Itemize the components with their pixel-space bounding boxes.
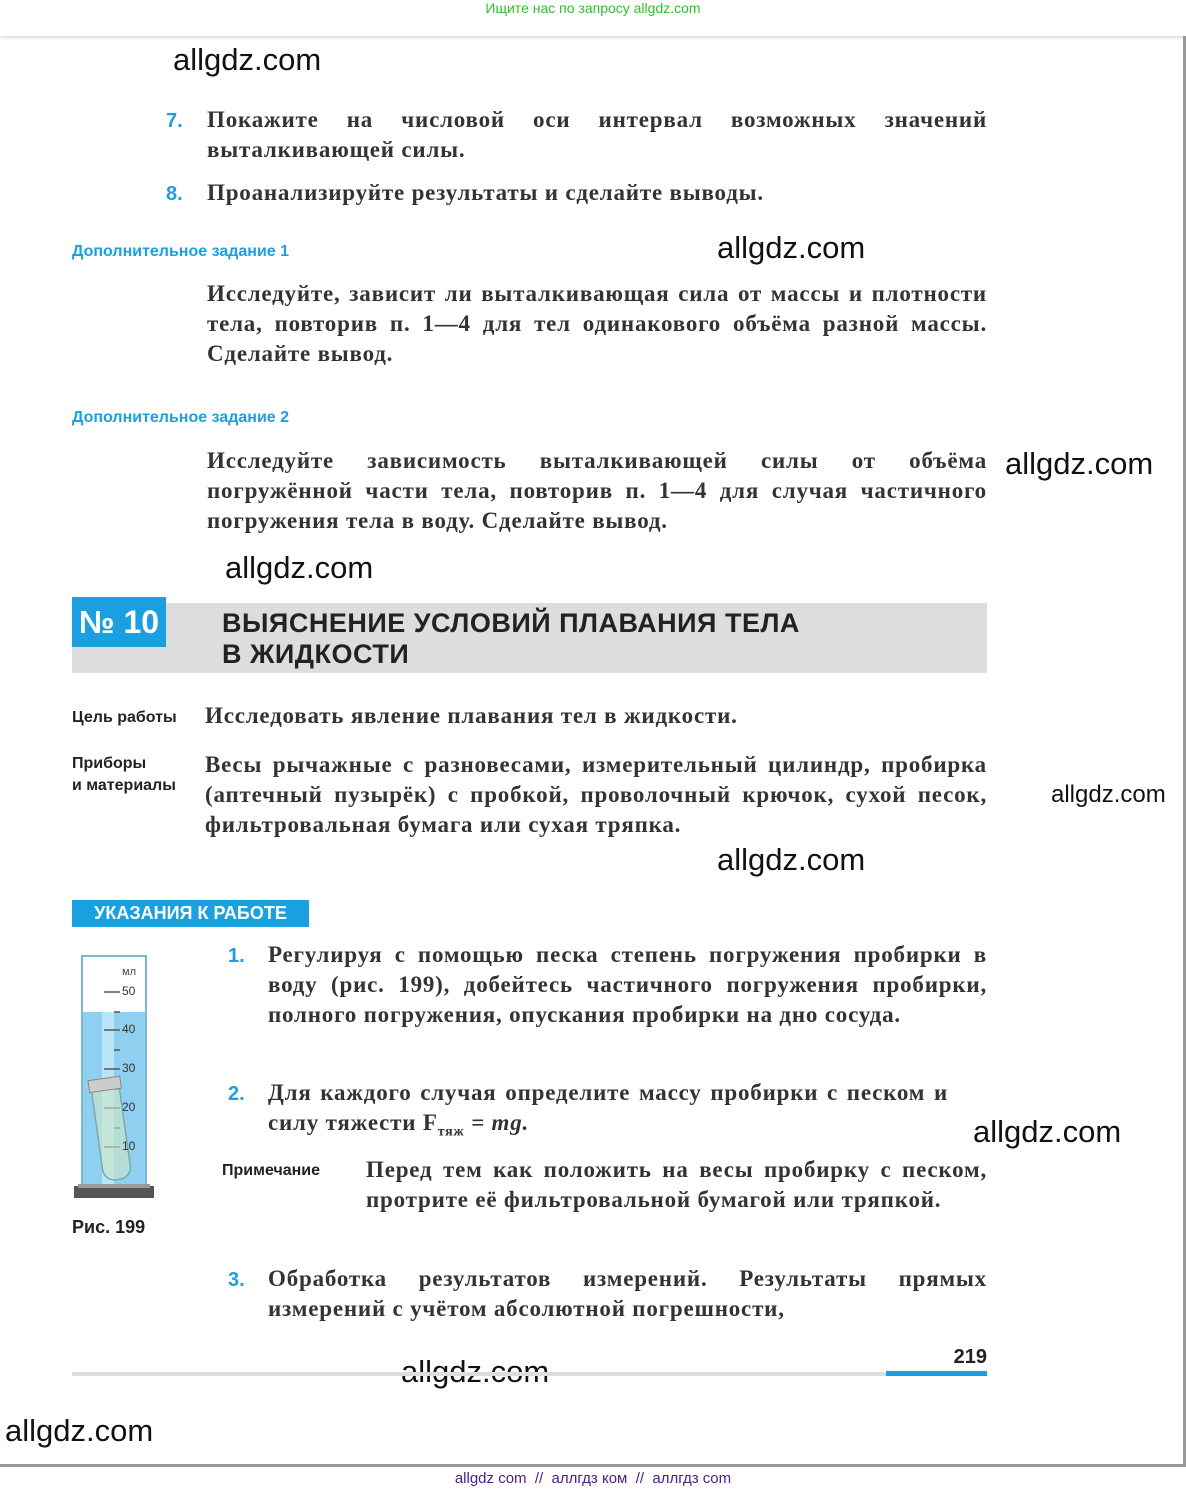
watermark: allgdz.com: [717, 842, 866, 877]
step-text: Регулируя с помощью песка степень погружения пробирки в воду (рис. 199), добейтесь частичного погружения пробирки, полного погружения, опускания пробирки на дно сосуда.: [268, 942, 987, 1027]
section-title: [222, 608, 800, 670]
tick-label: 20: [122, 1100, 136, 1114]
figure-caption: Рис. 199: [72, 1217, 146, 1237]
materials-label-line: и материалы: [72, 777, 176, 794]
extra-task-2-title: Дополнительное задание 2: [72, 409, 290, 426]
watermark: allgdz.com: [5, 1413, 154, 1448]
goal-text: Исследовать явление плавания тел в жидкости.: [205, 703, 738, 728]
formula-subscript: тяж: [437, 1124, 465, 1140]
section-title-line: ВЫЯСНЕНИЕ УСЛОВИЙ ПЛАВАНИЯ ТЕЛА: [222, 608, 800, 638]
step-number: 1.: [228, 945, 245, 967]
tick-label: 10: [122, 1139, 136, 1153]
extra-task-1-text: Исследуйте, зависит ли выталкивающая сила от массы и плотности тела, повторив п. 1—4 для тел одинакового объёма разной массы. Сделайте вывод.: [207, 281, 987, 366]
watermark: allgdz.com: [225, 550, 374, 585]
extra-task-1-title: Дополнительное задание 1: [72, 243, 290, 260]
tick-label: 30: [122, 1061, 136, 1075]
item-text: Проанализируйте результаты и сделайте выводы.: [207, 180, 764, 205]
note-text: Перед тем как положить на весы пробирку с песком, протрите её фильтровальной бумагой или тряпкой.: [366, 1157, 987, 1212]
footer-links[interactable]: allgdz com // аллгдз ком // аллгдз com: [454, 1470, 732, 1487]
section-number-badge: № 10: [72, 597, 166, 647]
unit-label: мл: [122, 966, 136, 978]
step-text-main: Для каждого случая определите массу пробирки с песком и силу тяжести F: [268, 1080, 948, 1135]
goal-label: Цель работы: [72, 709, 177, 726]
page-number: 219: [953, 1346, 987, 1368]
step-text: [268, 1078, 948, 1148]
note-label: Примечание: [222, 1162, 321, 1179]
footer-rule: [72, 1372, 887, 1376]
materials-text: Весы рычажные с разновесами, измерительный цилиндр, пробирка (аптечный пузырёк) с пробкой, проволочный крючок, сухой песок, фильтровальная бумага или сухая тряпка.: [205, 752, 987, 837]
instructions-label: УКАЗАНИЯ К РАБОТЕ: [72, 900, 309, 927]
step-number: 3.: [228, 1269, 245, 1291]
tick-label: 50: [122, 984, 136, 998]
watermark: allgdz.com: [173, 42, 322, 77]
extra-task-2-text: Исследуйте зависимость выталкивающей силы от объёма погружённой части тела, повторив п. 1—4 для случая частичного погружения тела в воду. Сделайте вывод.: [207, 448, 987, 533]
watermark: allgdz.com: [1051, 781, 1166, 808]
step-text-main: Результаты прямых измерений с учётом абсолютной погрешности,: [268, 1266, 987, 1321]
top-banner[interactable]: Ищите нас по запросу allgdz.com: [0, 0, 1186, 36]
step-bold-text: Обработка результатов измерений.: [268, 1266, 708, 1291]
section-title-line: В ЖИДКОСТИ: [222, 639, 410, 669]
tick-label: 40: [122, 1022, 136, 1036]
item-number: 7.: [166, 110, 183, 132]
step-text: [268, 1264, 987, 1324]
watermark: allgdz.com: [1005, 446, 1154, 481]
materials-label-line: Приборы: [72, 755, 147, 772]
measuring-cylinder-figure: [72, 952, 157, 1202]
item-text: Покажите на числовой оси интервал возможных значений выталкивающей силы.: [207, 107, 987, 162]
formula-tail: = mg.: [464, 1110, 530, 1135]
materials-label: [72, 753, 176, 797]
step-number: 2.: [228, 1083, 245, 1105]
page-number-rule: [886, 1371, 987, 1376]
watermark: allgdz.com: [717, 230, 866, 265]
watermark: allgdz.com: [973, 1114, 1122, 1149]
item-number: 8.: [166, 183, 183, 205]
